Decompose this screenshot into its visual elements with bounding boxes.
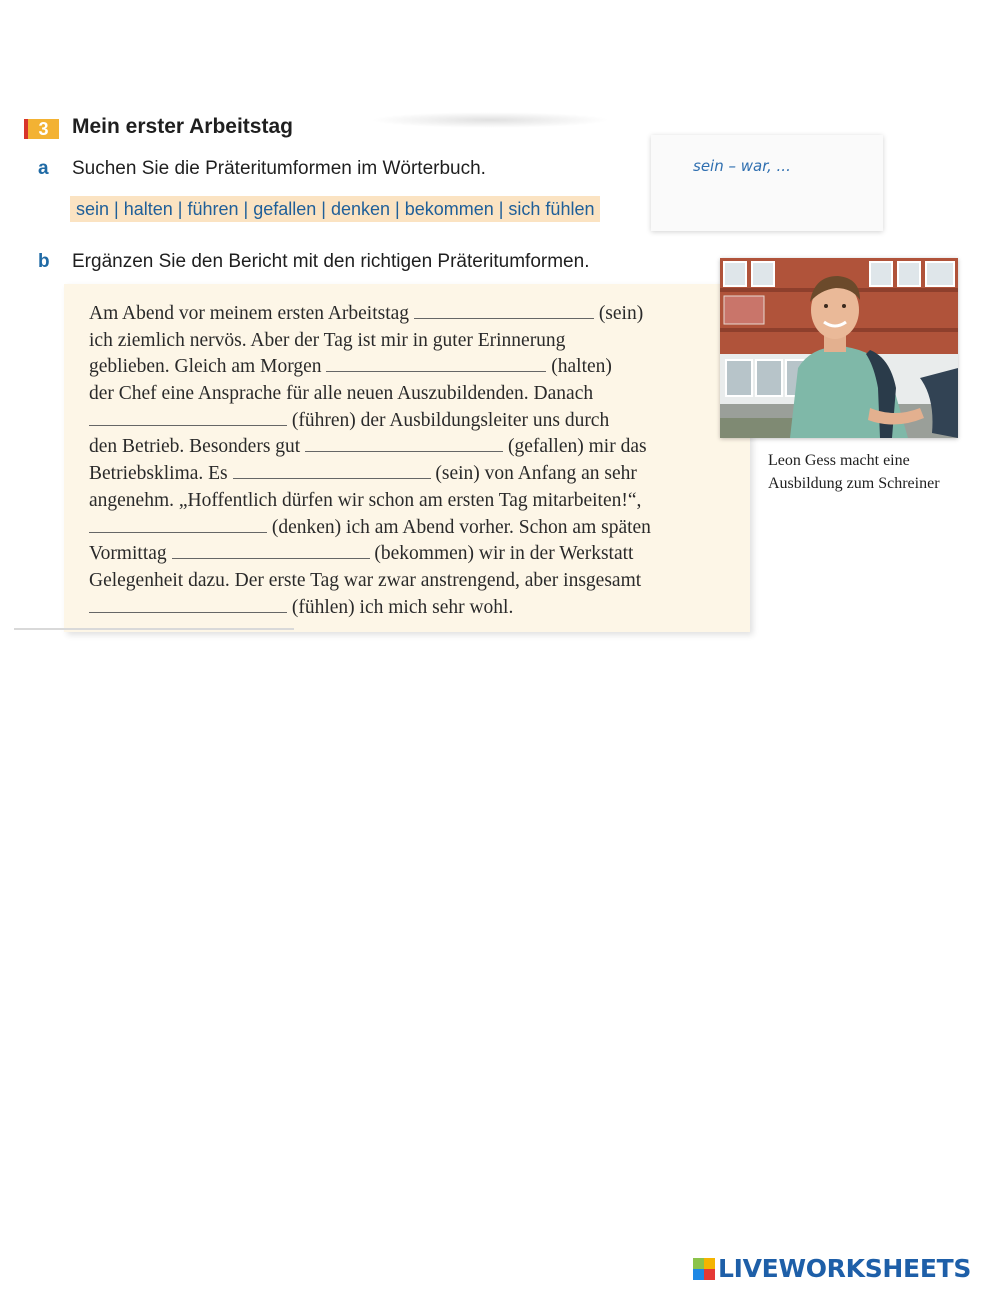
report-text: (gefallen) mir das — [503, 436, 647, 458]
report-text: der Chef eine Ansprache für alle neuen Auszubildenden. Danach — [89, 383, 594, 405]
report-text: den Betrieb. Besonders gut — [89, 436, 306, 458]
report-line — [89, 488, 739, 515]
divider-line — [14, 628, 294, 630]
answer-blank[interactable] — [89, 515, 267, 533]
report-text: (halten) — [546, 356, 612, 378]
task-b-letter: b — [38, 251, 50, 272]
note-text: sein – war, ... — [693, 157, 791, 175]
report-line — [89, 541, 739, 568]
note-card — [651, 135, 883, 231]
exercise-title: Mein erster Arbeitstag — [72, 115, 293, 138]
report-line — [89, 354, 739, 381]
word-bank-separator: | — [114, 198, 119, 219]
report-text: (fühlen) ich mich sehr wohl. — [287, 596, 514, 618]
answer-blank[interactable] — [305, 434, 503, 452]
report-line — [89, 381, 739, 408]
photo-caption-line: Ausbildung zum Schreiner — [768, 475, 940, 492]
report-text: (denken) ich am Abend vorher. Schon am späten — [267, 516, 651, 538]
answer-blank[interactable] — [326, 354, 546, 372]
word-bank-separator: | — [321, 198, 326, 219]
word-bank-separator: | — [177, 198, 183, 219]
report-text: ich ziemlich nervös. Aber der Tag ist mir in guter Erinnerung — [89, 329, 566, 351]
report-line — [89, 434, 739, 461]
answer-blank[interactable] — [172, 541, 370, 559]
word-bank-separator: | — [243, 198, 249, 219]
answer-blank[interactable] — [89, 595, 287, 613]
answer-blank[interactable] — [233, 461, 431, 479]
exercise-number: 3 — [28, 119, 59, 139]
report-text: (sein) von Anfang an sehr — [430, 463, 637, 485]
report-line — [89, 515, 739, 542]
liveworksheets-logo — [693, 1254, 971, 1283]
report-text: (bekommen) wir in der Werkstatt — [369, 543, 634, 565]
word-bank-item: gefallen — [253, 198, 317, 219]
photo-caption-line: Leon Gess macht eine — [768, 452, 910, 469]
report-text: (sein) — [593, 303, 644, 324]
report-line — [89, 595, 739, 622]
word-bank-item: sich fühlen — [508, 198, 595, 219]
word-bank-item: sein — [76, 198, 110, 219]
photo-caption — [768, 449, 988, 495]
report-line — [89, 568, 739, 595]
report-line — [89, 301, 739, 328]
word-bank-item: denken — [330, 198, 390, 219]
report-line — [89, 408, 739, 435]
report-text: (führen) der Ausbildungsleiter uns durch — [287, 409, 610, 431]
task-b-instruction: Ergänzen Sie den Bericht mit den richtigen Präteritumformen. — [72, 251, 590, 272]
report-text: geblieben. Gleich am Morgen — [89, 356, 327, 378]
word-bank-item: bekommen — [404, 198, 494, 219]
answer-blank[interactable] — [414, 301, 594, 319]
word-bank-item: führen — [187, 198, 239, 219]
decorative-shadow — [370, 112, 610, 128]
task-a-letter: a — [38, 158, 49, 179]
liveworksheets-logo-icon — [693, 1258, 715, 1280]
report-text: Gelegenheit dazu. Der erste Tag war zwar anstrengend, aber insgesamt — [89, 569, 642, 591]
liveworksheets-logo-text: LIVEWORKSHEETS — [718, 1254, 972, 1283]
student-photo — [720, 258, 958, 438]
report-text: angenehm. „Hoffentlich dürfen wir schon am ersten Tag mitarbeiten!“, — [89, 489, 642, 511]
report-line — [89, 328, 739, 355]
word-bank-separator: | — [395, 198, 400, 219]
student-photo-illustration — [720, 258, 958, 438]
word-bank-item: halten — [123, 198, 173, 219]
report-paragraph — [89, 301, 739, 621]
task-a-instruction: Suchen Sie die Präteritumformen im Wörterbuch. — [72, 158, 486, 179]
report-text: Vormittag — [89, 543, 172, 565]
report-line — [89, 461, 739, 488]
report-text: Betriebsklima. Es — [89, 463, 233, 485]
word-bank-separator: | — [498, 198, 504, 219]
word-bank — [70, 196, 600, 222]
answer-blank[interactable] — [89, 408, 287, 426]
report-text: Am Abend vor meinem ersten Arbeitstag — [89, 303, 414, 324]
report-text-box — [64, 284, 750, 632]
